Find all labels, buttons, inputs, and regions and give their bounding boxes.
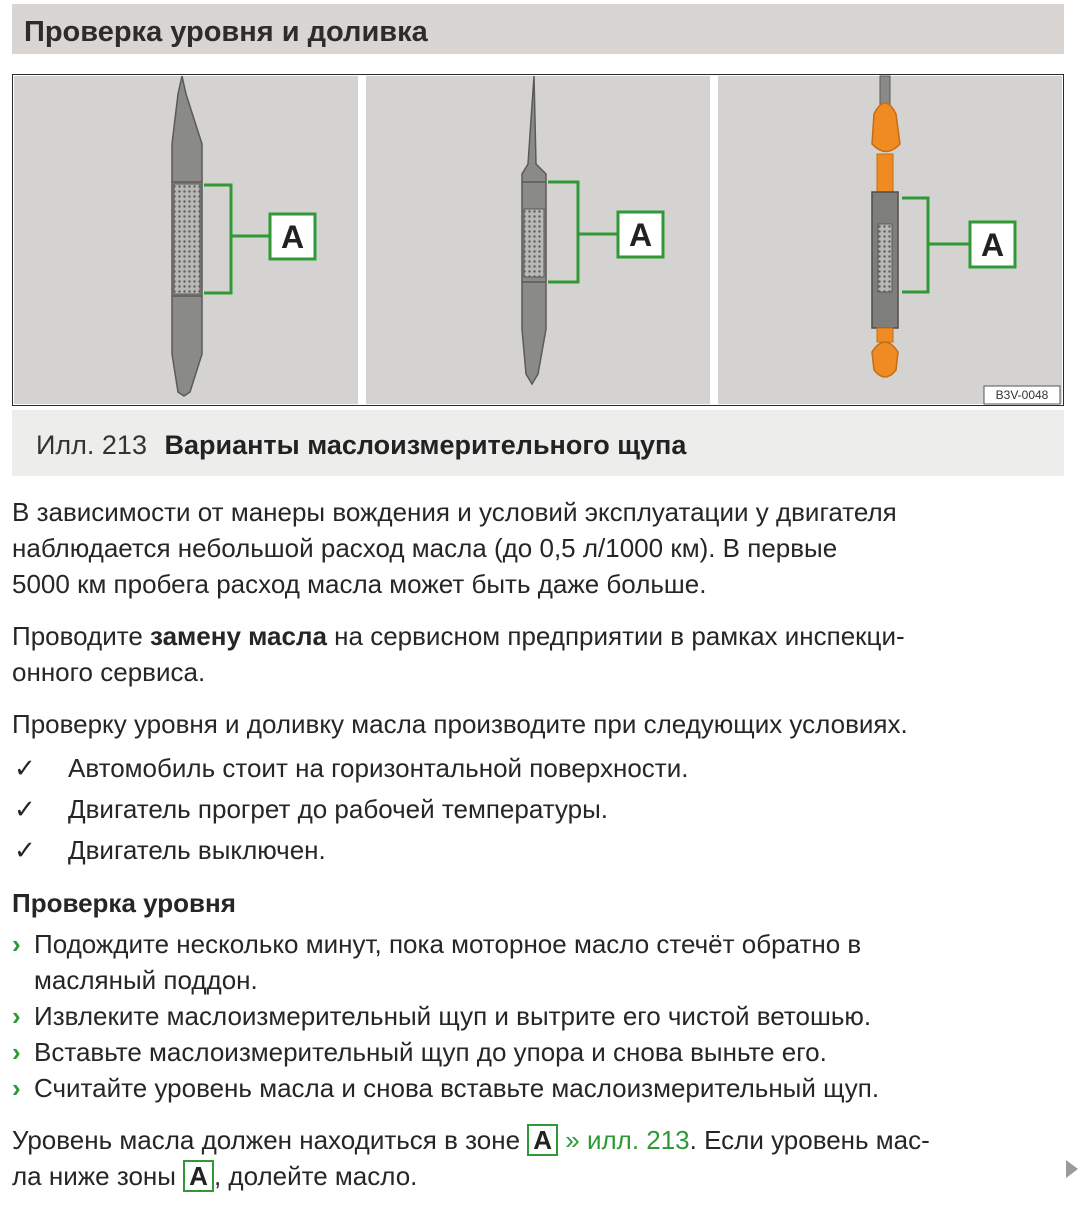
check-icon: ✓: [14, 794, 36, 824]
chevron-right-icon: ›: [12, 929, 21, 959]
conditions-intro: Проверку уровня и доливку масла производите при следующих условиях.: [12, 709, 908, 739]
condition-item: ✓ Двигатель выключен.: [12, 830, 1062, 871]
check-icon: ✓: [14, 835, 36, 865]
zone-a-text-1: A: [280, 219, 305, 255]
next-page-arrow-icon[interactable]: [1066, 1160, 1078, 1178]
figure-number: Илл. 213: [36, 430, 147, 460]
condition-item: ✓ Автомобиль стоит на горизонтальной поверхности.: [12, 748, 1062, 789]
orange-cap-bottom: [872, 342, 898, 377]
service-paragraph: Проводите замену масла на сервисном предприятии в рамках инспекци- онного сервиса.: [12, 621, 905, 687]
zone-a-tag: A: [183, 1160, 214, 1192]
figure-reference-link[interactable]: » илл. 213: [558, 1125, 690, 1155]
zone-a-text-2: A: [628, 217, 653, 253]
section-title: Проверка уровня и доливка: [24, 16, 428, 48]
dipstick-3-marked-zone: [878, 224, 892, 292]
condition-item: ✓ Двигатель прогрет до рабочей температуры.: [12, 789, 1062, 830]
chevron-right-icon: ›: [12, 1001, 21, 1031]
zone-a-tag: A: [527, 1124, 558, 1156]
check-icon: ✓: [14, 753, 36, 783]
chevron-right-icon: ›: [12, 1037, 21, 1067]
conditions-list: [12, 748, 1062, 871]
section-header: [12, 4, 1064, 54]
outro-paragraph: Уровень масла должен находиться в зоне A » илл. 213. Если уровень мас- ла ниже зоны A , долейте масло.: [12, 1125, 930, 1191]
figure-code: B3V-0048: [995, 388, 1049, 402]
level-check-steps: [12, 926, 1062, 1106]
step-item: › Подождите несколько минут, пока моторное масло стечёт обратно в масляный поддон.: [12, 926, 1062, 998]
figure-title: Варианты маслоизмерительного щупа: [164, 430, 687, 460]
step-item: › Считайте уровень масла и снова вставьте маслоизмерительный щуп.: [12, 1070, 1062, 1106]
oil-change-term: замену масла: [150, 621, 327, 651]
intro-paragraph: В зависимости от манеры вождения и условий эксплуатации у двигателя наблюдается небольшой расход масла (до 0,5 л/1000 км). В первые 5000 км пробега расход масла может быть даже больше.: [12, 497, 897, 599]
figure-caption: [12, 410, 1064, 476]
step-item: › Вставьте маслоизмерительный щуп до упора и снова выньте его.: [12, 1034, 1062, 1070]
zone-a-text-3: A: [980, 227, 1005, 263]
step-item: › Извлеките маслоизмерительный щуп и вытрите его чистой ветошью.: [12, 998, 1062, 1034]
dipstick-illustration: [12, 74, 1064, 406]
dipstick-2-marked-zone: [524, 209, 544, 277]
level-check-heading: Проверка уровня: [12, 888, 236, 918]
chevron-right-icon: ›: [12, 1073, 21, 1103]
dipstick-1-marked-zone: [174, 184, 200, 294]
